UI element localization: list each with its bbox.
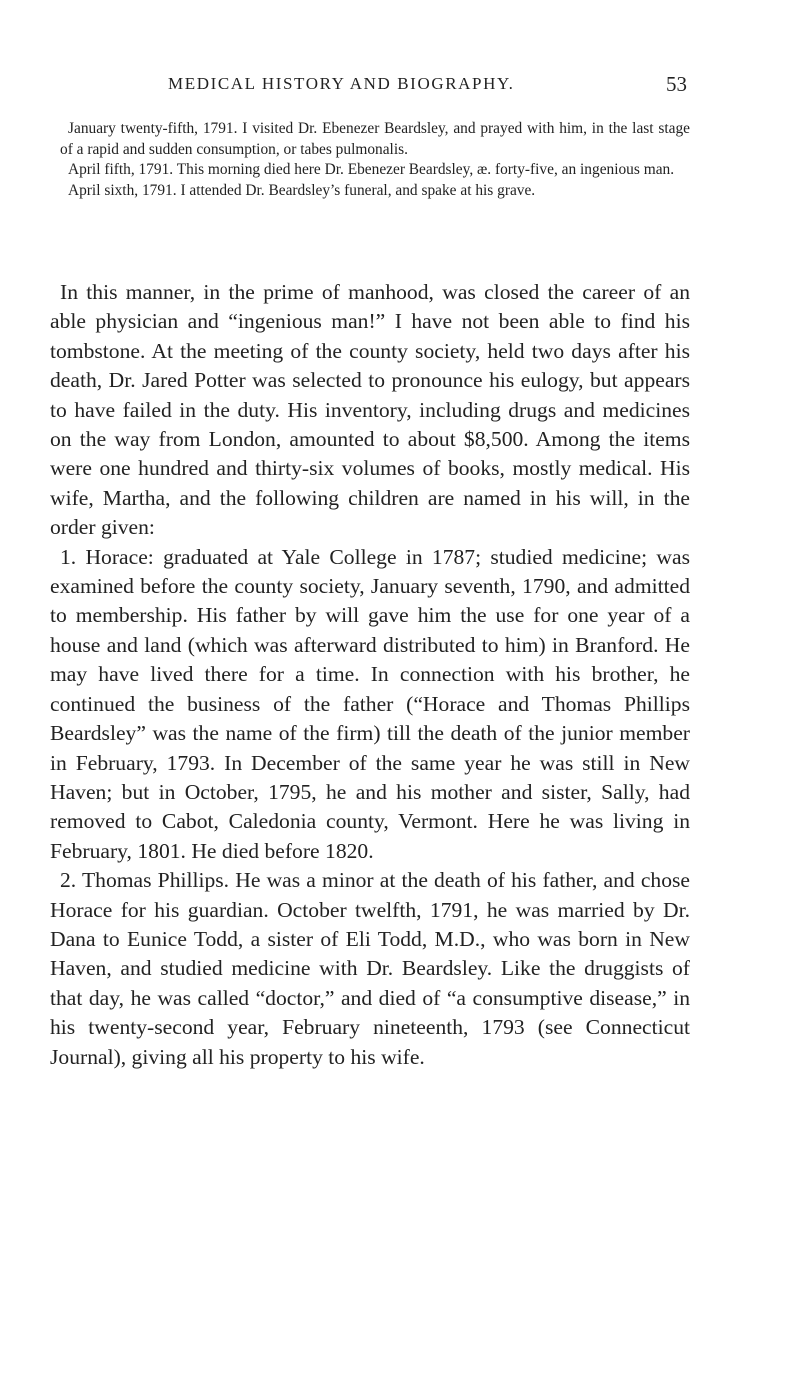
diary-entry-april-5: April fifth, 1791. This morning died here Dr. Ebenezer Beardsley, æ. forty-five, an ingenious man. <box>68 161 675 178</box>
paragraph-child-thomas-phillips: 2. Thomas Phillips. He was a minor at the death of his father, and chose Horace for his guardian. October twelfth, 1791, he was married by Dr. Dana to Eunice Todd, a sister of Eli Todd, M.D., who was born in New Haven, and studied medicine with Dr. Beardsley. Like the druggists of that day, he was called “doctor,” and died of “a consumptive disease,” in his twenty-second year, February nineteenth, 1793 (see Connecticut Journal), giving all his property to his wife. <box>50 868 690 1069</box>
diary-entry-april-6: April sixth, 1791. I attended Dr. Beardsley’s funeral, and spake at his grave. <box>68 181 536 199</box>
paragraph-child-horace: 1. Horace: graduated at Yale College in 1787; studied medicine; was examined before the county society, January seventh, 1790, and admitted to membership. His father by will gave him the use for one year of a house and land (which was afterward distributed to him) in Branford. He may have lived there for a time. In connection with his brother, he continued the business of the father (“Horace and Thomas Phillips Beardsley” was the name of the firm) till the death of the junior member in February, 1793. In December of the same year he was still in New Haven; but in October, 1795, he and his mother and sister, Sally, had removed to Cabot, Caledonia county, Vermont. Here he was living in February, 1801. He died before 1820. <box>50 544 690 863</box>
paragraph-career-summary: In this manner, in the prime of manhood, was closed the career of an able physician and “ingenious man!” I have not been able to find his tombstone. At the meeting of the county society, held two days after his death, Dr. Jared Potter was selected to pronounce his eulogy, but appears to have failed in the duty. His inventory, including drugs and medicines on the way from London, amounted to about $8,500. Among the items were one hundred and thirty-six volumes of books, mostly medical. His wife, Martha, and the following children are named in his will, in the order given: <box>50 280 690 540</box>
running-title: MEDICAL HISTORY AND BIOGRAPHY. <box>168 74 515 93</box>
running-head <box>0 74 801 104</box>
diary-entry-january-25: January twenty-fifth, 1791. I visited Dr. Ebenezer Beardsley, and prayed with him, in the last stage of a rapid and sudden consumption, or tabes pulmonalis. <box>60 120 690 158</box>
main-text <box>50 278 690 1072</box>
page-number: 53 <box>666 72 687 96</box>
diary-extract <box>60 119 690 201</box>
